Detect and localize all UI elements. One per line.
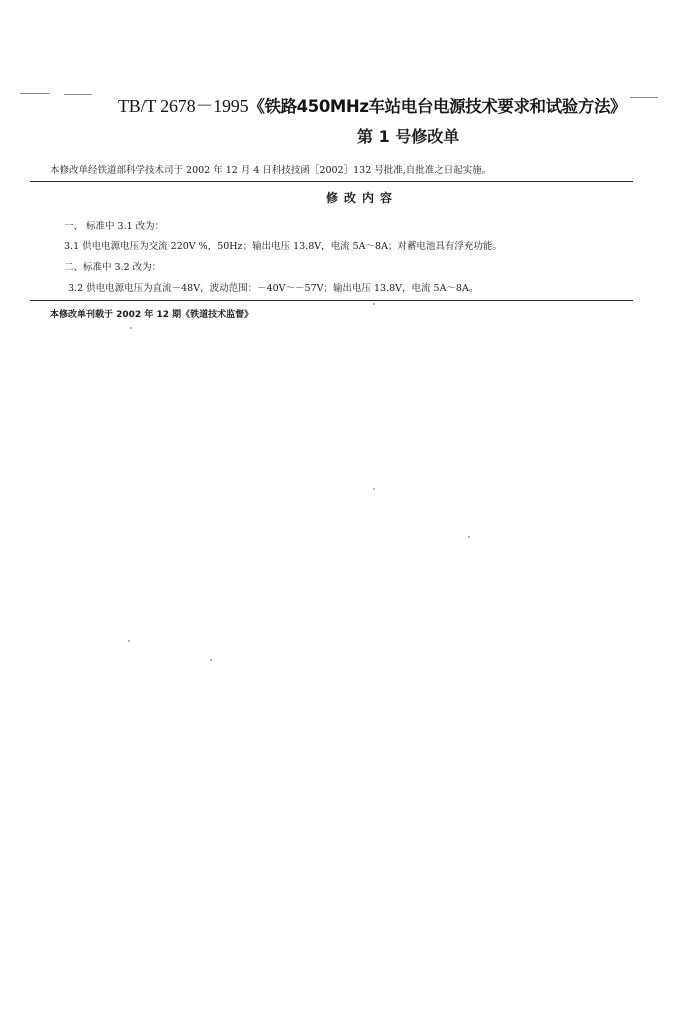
amendment-item: 3.2 供电电源电压为直流－48V，波动范围：－40V～－57V；输出电压 13.8V，电流 5A～8A。 (68, 283, 479, 294)
scan-speck (128, 640, 130, 642)
document-title (118, 92, 626, 118)
publication-note: 本修改单刊载于 2002 年 12 期《铁道技术监督》 (50, 310, 254, 320)
scan-artifact-line (630, 97, 658, 98)
section-heading: 修改内容 (326, 191, 399, 205)
scan-artifact-line (20, 93, 50, 94)
top-divider (30, 181, 633, 182)
scan-speck (373, 488, 375, 490)
scan-artifact-line (64, 94, 92, 95)
amendment-item: 3.1 供电电源电压为交流 220V %，50Hz；输出电压 13.8V，电流 5A～8A；对蓄电池具有浮充功能。 (64, 241, 502, 252)
scan-speck (373, 303, 375, 305)
amendment-item: 二、标准中 3.2 改为： (64, 262, 162, 273)
standard-name: 《铁路450MHz车站电台电源技术要求和试验方法》 (248, 97, 627, 116)
amendment-number: 第 1 号修改单 (357, 127, 460, 146)
scan-speck (210, 659, 212, 661)
bottom-divider (30, 300, 633, 301)
approval-statement: 本修改单经铁道部科学技术司于 2002 年 12 月 4 日科技技函［2002］132 号批准,自批准之日起实施。 (50, 165, 492, 176)
scan-speck (468, 536, 470, 538)
scan-speck (130, 327, 132, 329)
standard-code: TB/T 2678－1995 (118, 96, 249, 116)
amendment-item: 一、 标准中 3.1 改为： (64, 221, 165, 232)
